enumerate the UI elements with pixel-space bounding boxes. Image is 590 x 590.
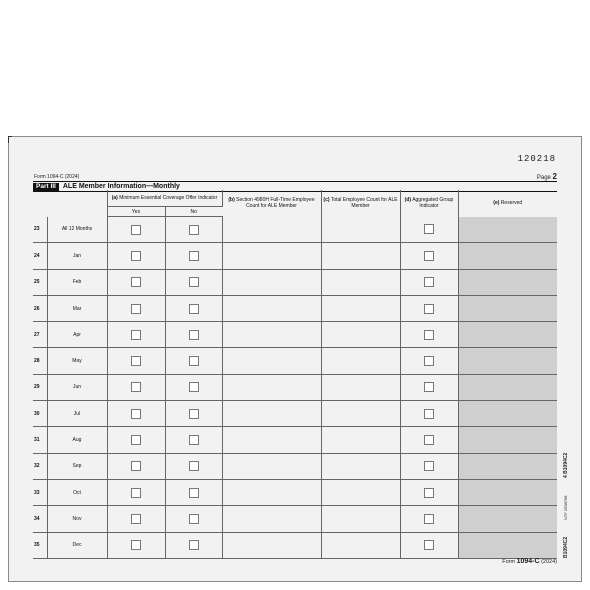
coverage-offer-yes-checkbox[interactable] — [131, 461, 141, 471]
row-number: 26 — [33, 295, 47, 321]
row-month: Jul — [47, 401, 107, 427]
coverage-offer-yes-checkbox[interactable] — [131, 409, 141, 419]
reserved-cell — [458, 427, 557, 453]
row-number: 24 — [33, 243, 47, 269]
table-row — [33, 348, 557, 374]
col-a-cell — [107, 217, 165, 243]
coverage-offer-no-checkbox[interactable] — [189, 304, 199, 314]
corner-crop-mark — [8, 136, 12, 143]
reserved-cell — [458, 453, 557, 479]
col-d-cell — [400, 374, 458, 400]
table-row — [33, 453, 557, 479]
col-a-cell — [107, 479, 165, 505]
row-number: 32 — [33, 453, 47, 479]
fulltime-count-field[interactable] — [222, 348, 321, 374]
page-label — [537, 172, 557, 181]
col-a-cell — [165, 269, 222, 295]
col-d-cell — [400, 506, 458, 532]
col-a-cell — [165, 506, 222, 532]
row-number: 33 — [33, 479, 47, 505]
aggregated-group-checkbox[interactable] — [424, 304, 434, 314]
col-a-cell — [107, 427, 165, 453]
fulltime-count-field[interactable] — [222, 427, 321, 453]
page-number: 2 — [552, 172, 557, 181]
reserved-cell — [458, 322, 557, 348]
col-a-cell — [107, 532, 165, 558]
col-a-cell — [165, 295, 222, 321]
coverage-offer-no-checkbox[interactable] — [189, 330, 199, 340]
reserved-cell — [458, 217, 557, 243]
table-row — [33, 243, 557, 269]
col-a-cell — [107, 374, 165, 400]
total-count-field[interactable] — [321, 532, 400, 558]
col-d-cell — [400, 217, 458, 243]
total-count-field[interactable] — [321, 479, 400, 505]
col-a-cell — [165, 374, 222, 400]
coverage-offer-yes-checkbox[interactable] — [131, 330, 141, 340]
total-count-field[interactable] — [321, 401, 400, 427]
coverage-offer-no-checkbox[interactable] — [189, 488, 199, 498]
aggregated-group-checkbox[interactable] — [424, 277, 434, 287]
fulltime-count-field[interactable] — [222, 295, 321, 321]
table-row — [33, 532, 557, 558]
col-a-yes-header: Yes — [107, 207, 165, 217]
aggregated-group-checkbox[interactable] — [424, 330, 434, 340]
aggregated-group-checkbox[interactable] — [424, 461, 434, 471]
col-d-cell — [400, 322, 458, 348]
coverage-offer-yes-checkbox[interactable] — [131, 251, 141, 261]
row-month: Mar — [47, 295, 107, 321]
reserved-cell — [458, 479, 557, 505]
col-d-cell — [400, 427, 458, 453]
total-count-field[interactable] — [321, 322, 400, 348]
col-a-cell — [165, 427, 222, 453]
fulltime-count-field[interactable] — [222, 401, 321, 427]
total-count-field[interactable] — [321, 348, 400, 374]
col-a-cell — [165, 453, 222, 479]
part-title: ALE Member Information—Monthly — [62, 183, 180, 190]
side-code-3: B1094C2 — [563, 536, 569, 558]
form-footer: Form 1094-C (2024) — [502, 558, 557, 565]
coverage-offer-no-checkbox[interactable] — [189, 435, 199, 445]
col-a-cell — [165, 348, 222, 374]
coverage-offer-no-checkbox[interactable] — [189, 514, 199, 524]
aggregated-group-checkbox[interactable] — [424, 356, 434, 366]
total-count-field[interactable] — [321, 374, 400, 400]
row-number: 28 — [33, 348, 47, 374]
fulltime-count-field[interactable] — [222, 217, 321, 243]
aggregated-group-checkbox[interactable] — [424, 540, 434, 550]
page-text: Page — [536, 175, 551, 181]
total-count-field[interactable] — [321, 453, 400, 479]
reserved-cell — [458, 401, 557, 427]
col-b-header: (b) Section 4980H Full-Time Employee Count for ALE Member — [222, 190, 321, 217]
row-number: 35 — [33, 532, 47, 558]
reserved-cell — [458, 269, 557, 295]
aggregated-group-checkbox[interactable] — [424, 435, 434, 445]
side-code-1: 4 B1094C2 — [563, 452, 569, 478]
row-number: 34 — [33, 506, 47, 532]
col-a-cell — [107, 401, 165, 427]
col-d-cell — [400, 269, 458, 295]
row-month: Jun — [47, 374, 107, 400]
form-code: 120218 — [517, 154, 556, 164]
col-d-cell — [400, 295, 458, 321]
fulltime-count-field[interactable] — [222, 322, 321, 348]
row-number: 23 — [33, 217, 47, 243]
col-a-cell — [165, 532, 222, 558]
row-month: May — [47, 348, 107, 374]
aggregated-group-checkbox[interactable] — [424, 224, 434, 234]
fulltime-count-field[interactable] — [222, 453, 321, 479]
row-number: 30 — [33, 401, 47, 427]
coverage-offer-no-checkbox[interactable] — [189, 277, 199, 287]
coverage-offer-yes-checkbox[interactable] — [131, 304, 141, 314]
corner-header — [33, 190, 107, 217]
fulltime-count-field[interactable] — [222, 532, 321, 558]
col-a-cell — [107, 269, 165, 295]
col-a-cell — [107, 322, 165, 348]
fulltime-count-field[interactable] — [222, 269, 321, 295]
table-row — [33, 506, 557, 532]
aggregated-group-checkbox[interactable] — [424, 488, 434, 498]
coverage-offer-no-checkbox[interactable] — [189, 225, 199, 235]
total-count-field[interactable] — [321, 295, 400, 321]
reserved-cell — [458, 243, 557, 269]
row-month: All 12 Months — [47, 217, 107, 243]
row-number: 31 — [33, 427, 47, 453]
table-row — [33, 217, 557, 243]
row-month: Aug — [47, 427, 107, 453]
table-row — [33, 269, 557, 295]
coverage-offer-yes-checkbox[interactable] — [131, 382, 141, 392]
col-a-cell — [107, 348, 165, 374]
col-d-cell — [400, 532, 458, 558]
table-row — [33, 295, 557, 321]
row-month: Sep — [47, 453, 107, 479]
coverage-offer-yes-checkbox[interactable] — [131, 277, 141, 287]
table-row — [33, 479, 557, 505]
col-a-cell — [165, 217, 222, 243]
col-a-cell — [165, 322, 222, 348]
fulltime-count-field[interactable] — [222, 243, 321, 269]
reserved-cell — [458, 295, 557, 321]
row-month: Dec — [47, 532, 107, 558]
coverage-offer-yes-checkbox[interactable] — [131, 356, 141, 366]
col-d-cell — [400, 348, 458, 374]
form-line: Form 1094-C (2024) — [34, 174, 80, 180]
coverage-offer-yes-checkbox[interactable] — [131, 540, 141, 550]
total-count-field[interactable] — [321, 217, 400, 243]
table-row — [33, 401, 557, 427]
row-number: 27 — [33, 322, 47, 348]
row-month: Oct — [47, 479, 107, 505]
col-d-cell — [400, 479, 458, 505]
total-count-field[interactable] — [321, 269, 400, 295]
coverage-offer-yes-checkbox[interactable] — [131, 225, 141, 235]
coverage-offer-yes-checkbox[interactable] — [131, 488, 141, 498]
col-a-no-header: No — [165, 207, 222, 217]
total-count-field[interactable] — [321, 243, 400, 269]
col-d-cell — [400, 401, 458, 427]
row-month: Nov — [47, 506, 107, 532]
coverage-offer-no-checkbox[interactable] — [189, 382, 199, 392]
col-e-header: (e) Reserved — [493, 200, 523, 207]
col-a-cell — [107, 506, 165, 532]
col-c-header: (c) Total Employee Count for ALE Member — [321, 190, 400, 217]
reserved-cell — [458, 532, 557, 558]
coverage-offer-no-checkbox[interactable] — [189, 251, 199, 261]
col-d-cell — [400, 243, 458, 269]
coverage-offer-yes-checkbox[interactable] — [131, 514, 141, 524]
fulltime-count-field[interactable] — [222, 479, 321, 505]
aggregated-group-checkbox[interactable] — [424, 409, 434, 419]
table-row — [33, 427, 557, 453]
aggregated-group-checkbox[interactable] — [424, 514, 434, 524]
col-d-cell — [400, 453, 458, 479]
total-count-field[interactable] — [321, 427, 400, 453]
side-code-2: NTF 2598768 — [563, 495, 568, 520]
col-a-cell — [107, 295, 165, 321]
coverage-offer-no-checkbox[interactable] — [189, 540, 199, 550]
monthly-table — [33, 190, 557, 559]
reserved-cell — [458, 374, 557, 400]
coverage-offer-no-checkbox[interactable] — [189, 461, 199, 471]
row-month: Apr — [47, 322, 107, 348]
aggregated-group-checkbox[interactable] — [424, 382, 434, 392]
row-number: 25 — [33, 269, 47, 295]
aggregated-group-checkbox[interactable] — [424, 251, 434, 261]
col-d-header: (d) Aggregated Group Indicator — [400, 190, 458, 217]
reserved-cell — [458, 506, 557, 532]
row-month: Feb — [47, 269, 107, 295]
table-row — [33, 322, 557, 348]
col-a-cell — [107, 453, 165, 479]
table-row — [33, 374, 557, 400]
row-number: 29 — [33, 374, 47, 400]
col-a-cell — [165, 243, 222, 269]
part-tag: Part III — [33, 183, 59, 191]
coverage-offer-no-checkbox[interactable] — [189, 356, 199, 366]
row-month: Jan — [47, 243, 107, 269]
fulltime-count-field[interactable] — [222, 374, 321, 400]
reserved-cell — [458, 348, 557, 374]
total-count-field[interactable] — [321, 506, 400, 532]
coverage-offer-yes-checkbox[interactable] — [131, 435, 141, 445]
fulltime-count-field[interactable] — [222, 506, 321, 532]
col-a-cell — [107, 243, 165, 269]
col-a-cell — [165, 401, 222, 427]
col-a-cell — [165, 479, 222, 505]
col-a-header: (a) Minimum Essential Coverage Offer Indicator — [107, 190, 222, 207]
coverage-offer-no-checkbox[interactable] — [189, 409, 199, 419]
